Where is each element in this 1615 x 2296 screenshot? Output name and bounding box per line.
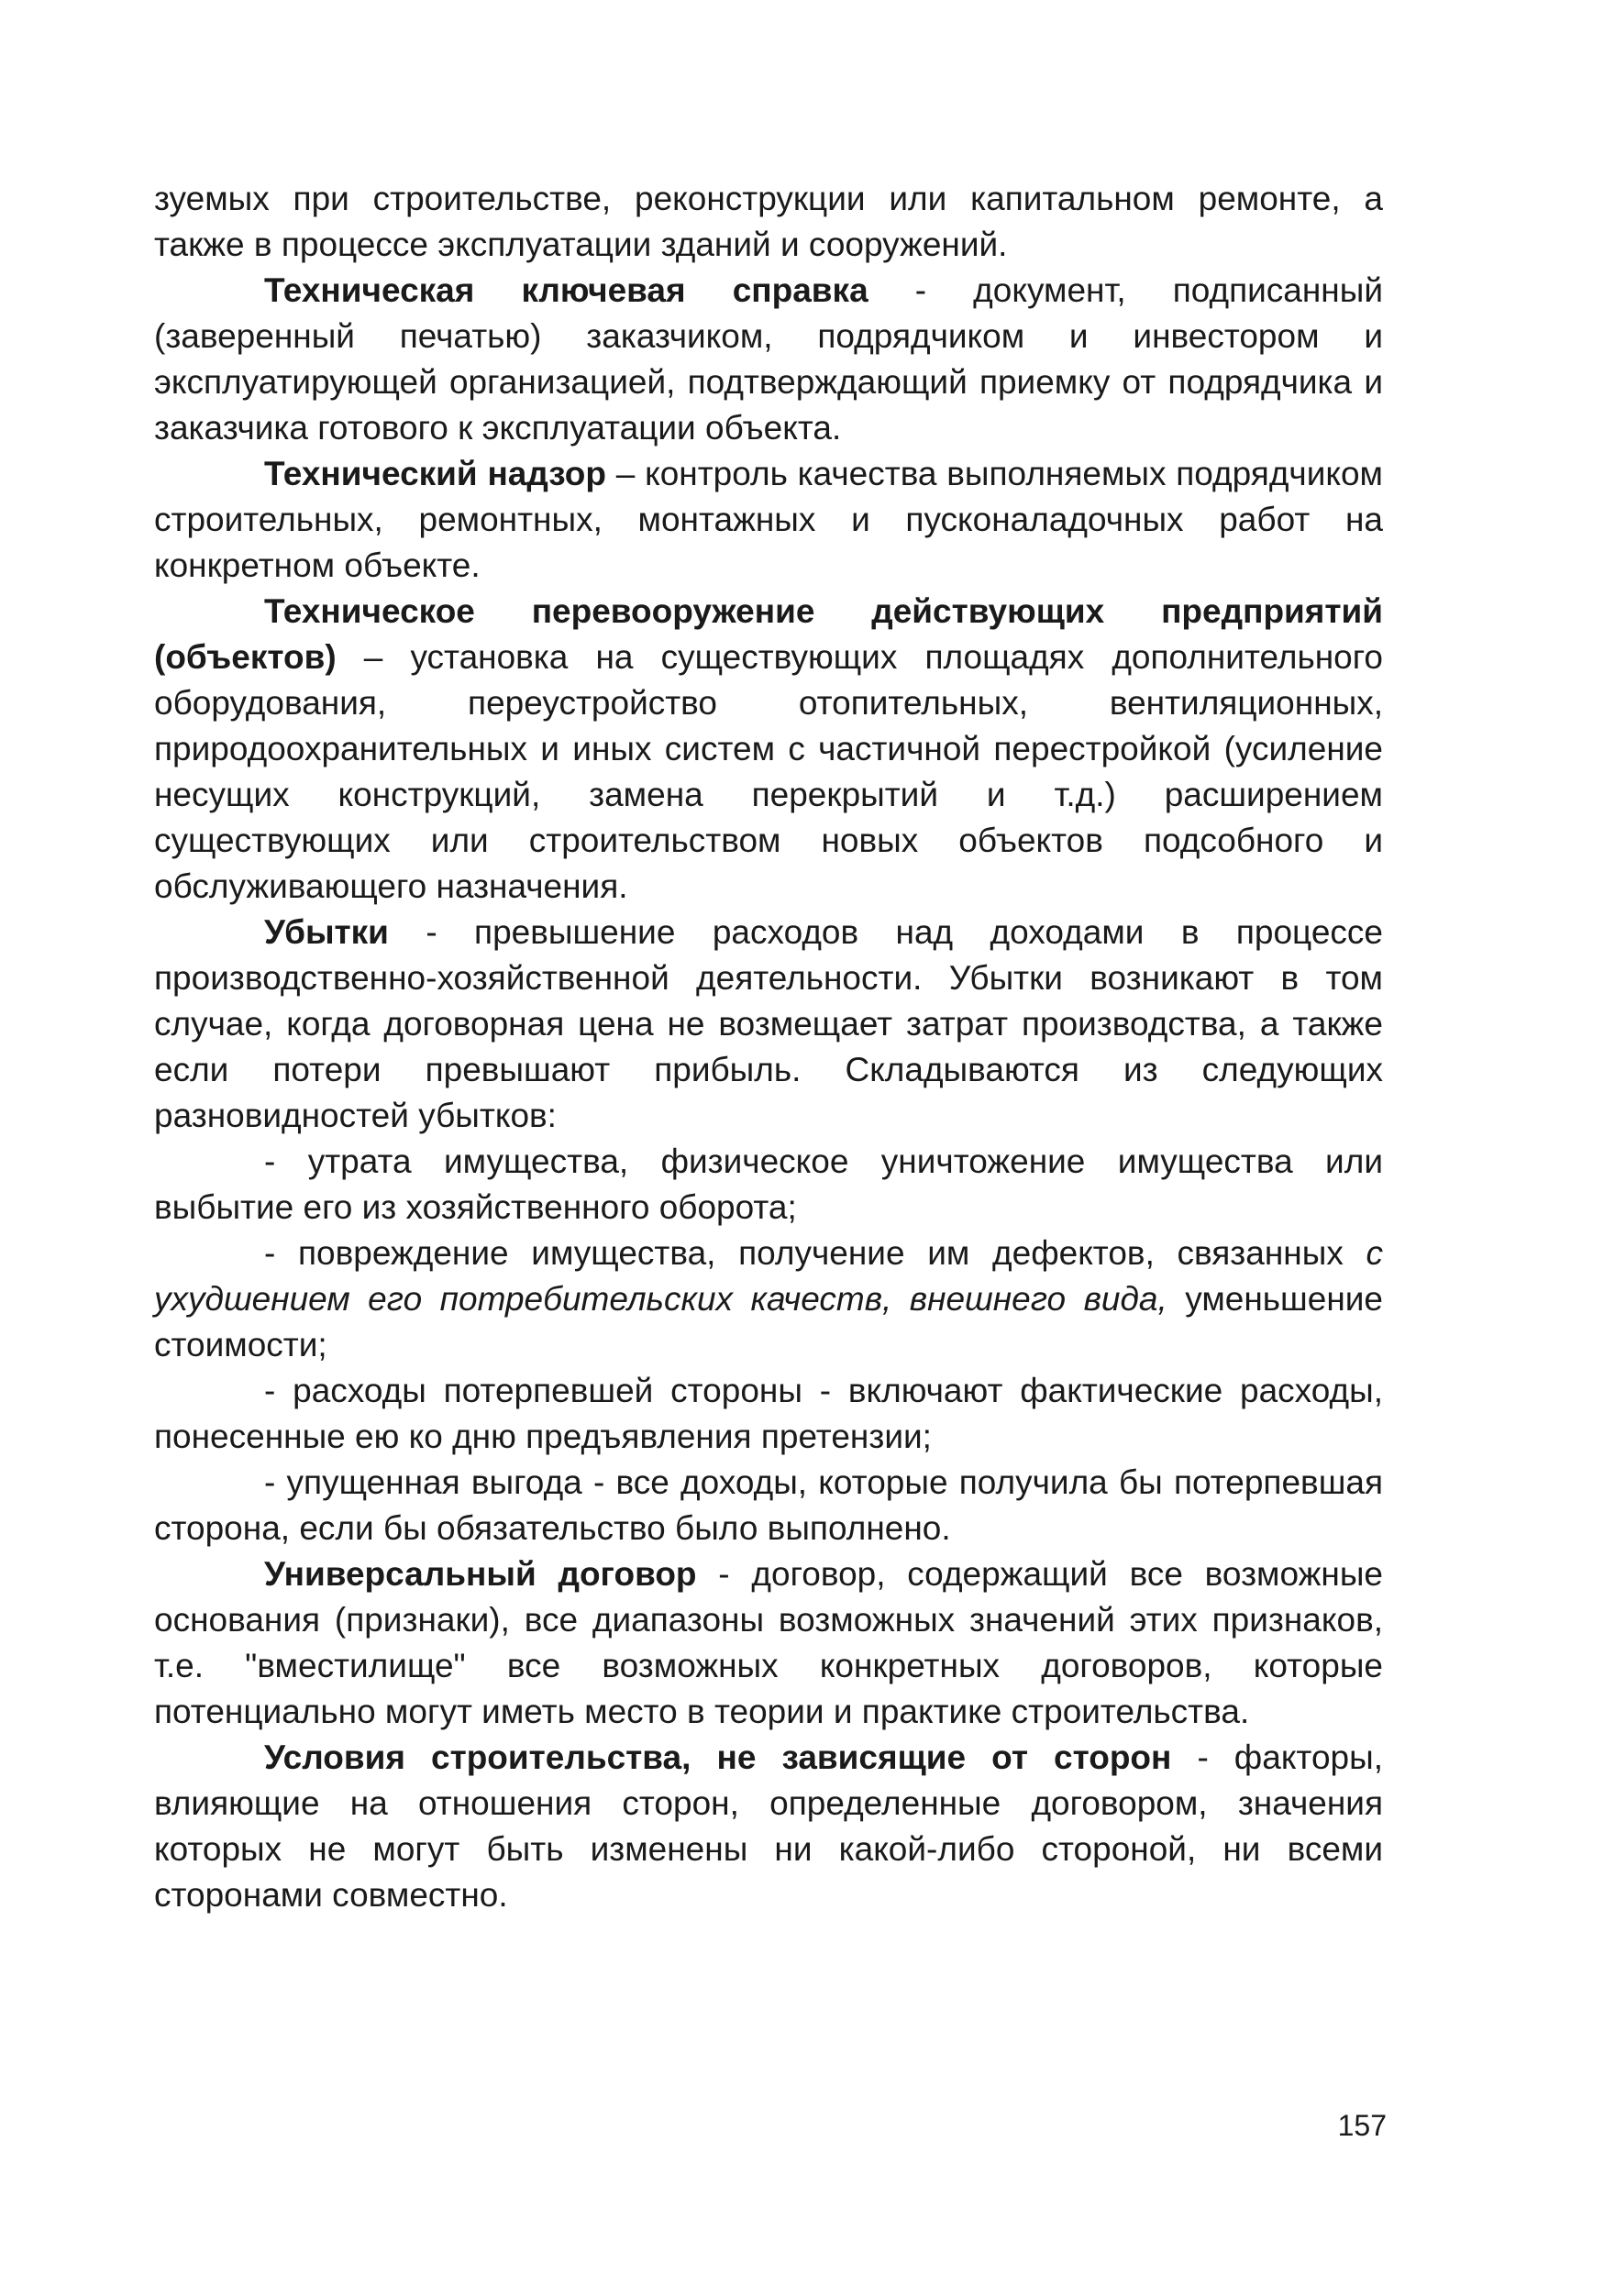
term-universal-contract: Универсальный договор bbox=[264, 1555, 697, 1593]
loss-item-4 bbox=[154, 1460, 1383, 1551]
term-independent-conditions: Условия строительства, не зависящие от сторон bbox=[264, 1739, 1172, 1776]
entry-independent-conditions bbox=[154, 1735, 1383, 1918]
definition-tech-supervision: – контроль качества выполняемых подрядчиком строительных, ремонтных, монтажных и пусконаладочных работ на конкретном объекте. bbox=[154, 455, 1383, 584]
loss-item-2 bbox=[154, 1231, 1383, 1368]
entry-tech-reequipment bbox=[154, 589, 1383, 910]
loss-item-1 bbox=[154, 1139, 1383, 1231]
definition-tech-key-ref: - документ, подписанный (заверенный печатью) заказчиком, подрядчиком и инвестором и эксплуатирующей организацией, подтверждающий приемку от подрядчика и заказчика готового к эксплуатации объекта. bbox=[154, 271, 1383, 447]
term-tech-key-ref: Техническая ключевая справка bbox=[264, 271, 868, 309]
loss-item-2-italic: с ухудшением его потребительских качеств, внешнего вида, bbox=[154, 1234, 1383, 1318]
entry-losses bbox=[154, 910, 1383, 1139]
loss-item-3 bbox=[154, 1368, 1383, 1460]
term-losses: Убытки bbox=[264, 913, 389, 951]
loss-item-1-text: - утрата имущества, физическое уничтожение имущества или выбытие его из хозяйственного оборота; bbox=[154, 1142, 1383, 1226]
entry-tech-supervision bbox=[154, 451, 1383, 589]
entry-tech-key-ref bbox=[154, 268, 1383, 451]
loss-item-3-text: - расходы потерпевшей стороны - включают фактические расходы, понесенные ею ко дню предъявления претензии; bbox=[154, 1372, 1383, 1455]
definition-tech-reequipment: – установка на существующих площадях дополнительного оборудования, переустройство отопительных, вентиляционных, природоохранительных и иных систем с частичной перестройкой (усиление несущих конструкций, замена перекрытий и т.д.) расширением существующих или строительством новых объектов подсобного и обслуживающего назначения. bbox=[154, 638, 1383, 905]
term-tech-reequipment: Техническое перевооружение действующих предприятий (объектов) bbox=[154, 592, 1383, 676]
paragraph-continuation bbox=[154, 176, 1383, 268]
loss-item-4-text: - упущенная выгода - все доходы, которые получила бы потерпевшая сторона, если бы обязательство было выполнено. bbox=[154, 1463, 1383, 1547]
definition-independent-conditions: - факторы, влияющие на отношения сторон, определенные договором, значения которых не могут быть изменены ни какой-либо стороной, ни всеми сторонами совместно. bbox=[154, 1739, 1383, 1914]
body-text bbox=[154, 176, 1383, 1918]
entry-universal-contract bbox=[154, 1551, 1383, 1735]
loss-item-2-end: уменьшение стоимости; bbox=[154, 1280, 1383, 1363]
definition-losses: - превышение расходов над доходами в процессе производственно-хозяйственной деятельности. Убытки возникают в том случае, когда договорная цена не возмещает затрат производства, а также если потери превышают прибыль. Складываются из следующих разновидностей убытков: bbox=[154, 913, 1383, 1134]
page-number: 157 bbox=[1337, 2109, 1387, 2142]
term-tech-supervision: Технический надзор bbox=[264, 455, 606, 492]
loss-item-2-start: - повреждение имущества, получение им дефектов, связанных bbox=[264, 1234, 1366, 1272]
definition-universal-contract: - договор, содержащий все возможные основания (признаки), все диапазоны возможных значений этих признаков, т.е. "вместилище" все возможных конкретных договоров, которые потенциально могут иметь место в теории и практике строительства. bbox=[154, 1555, 1383, 1730]
continuation-text: зуемых при строительстве, реконструкции или капитальном ремонте, а также в процессе эксплуатации зданий и сооружений. bbox=[154, 180, 1383, 263]
